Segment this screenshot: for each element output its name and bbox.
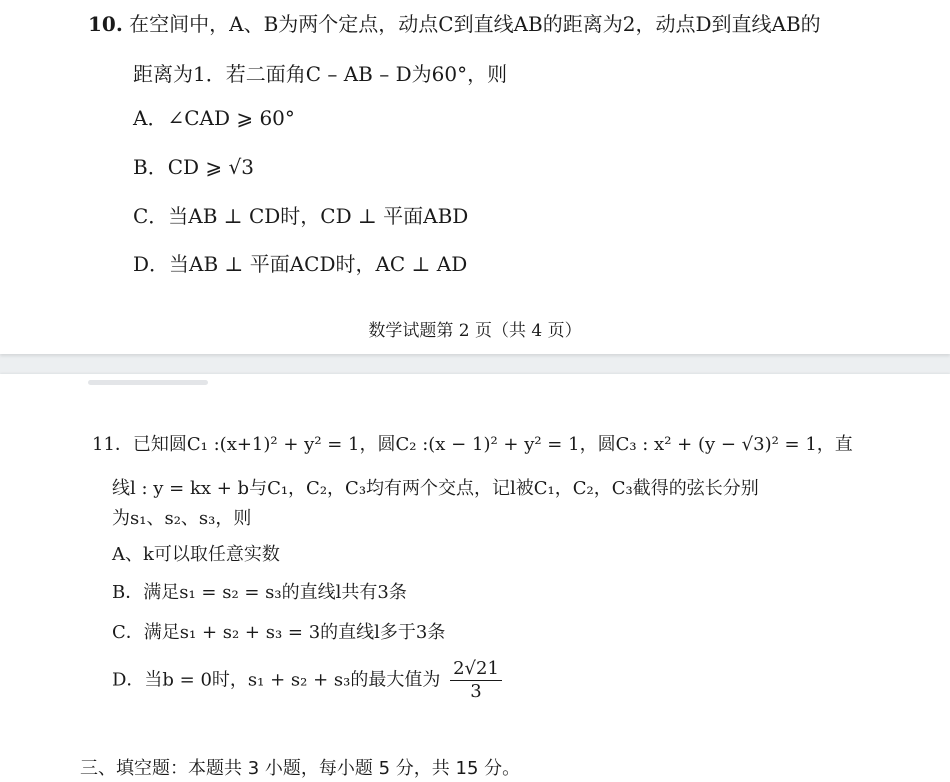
question-11-option-d-text: D．当b = 0时，s₁ + s₂ + s₃的最大值为: [112, 669, 441, 691]
question-11-line-2: 线l : y = kx + b与C₁，C₂，C₃均有两个交点，记l被C₁，C₂，C₃截得的弦长分别: [112, 478, 759, 499]
question-11-option-d: [112, 658, 502, 703]
page-footer: 数学试题第 2 页（共 4 页）: [368, 321, 582, 341]
section-3-heading: 三、填空题：本题共 3 小题，每小题 5 分，共 15 分。: [80, 758, 521, 779]
question-10-option-d: D．当AB ⊥ 平面ACD时，AC ⊥ AD: [133, 252, 468, 276]
exam-page-top: [0, 0, 950, 354]
question-10-number: 10.: [88, 12, 123, 36]
scan-smudge: [88, 380, 208, 385]
fraction-max-value: [450, 658, 502, 703]
question-10-text-1: 在空间中，A、B为两个定点，动点C到直线AB的距离为2，动点D到直线AB的: [129, 12, 821, 36]
question-10-line-2: 距离为1．若二面角C – AB – D为60°，则: [133, 62, 508, 86]
fraction-numerator: 2√21: [450, 658, 502, 681]
exam-page-bottom: [0, 374, 950, 782]
question-11-option-a: A、k可以取任意实数: [112, 544, 280, 565]
question-11-option-b: B．满足s₁ = s₂ = s₃的直线l共有3条: [112, 582, 407, 603]
question-10-line-1: [88, 8, 821, 37]
question-10-option-a: A．∠CAD ⩾ 60°: [133, 106, 295, 130]
question-10-option-b: B．CD ⩾ √3: [133, 155, 254, 179]
question-10-option-c: C．当AB ⊥ CD时，CD ⊥ 平面ABD: [133, 204, 469, 228]
fraction-denominator: 3: [470, 681, 482, 702]
question-11-option-c: C．满足s₁ + s₂ + s₃ = 3的直线l多于3条: [112, 622, 446, 643]
question-11-line-3: 为s₁、s₂、s₃，则: [112, 508, 252, 529]
question-11-line-1: 11．已知圆C₁ :(x+1)² + y² = 1，圆C₂ :(x − 1)² + y² = 1，圆C₃ : x² + (y − √3)² = 1，直: [92, 434, 853, 455]
